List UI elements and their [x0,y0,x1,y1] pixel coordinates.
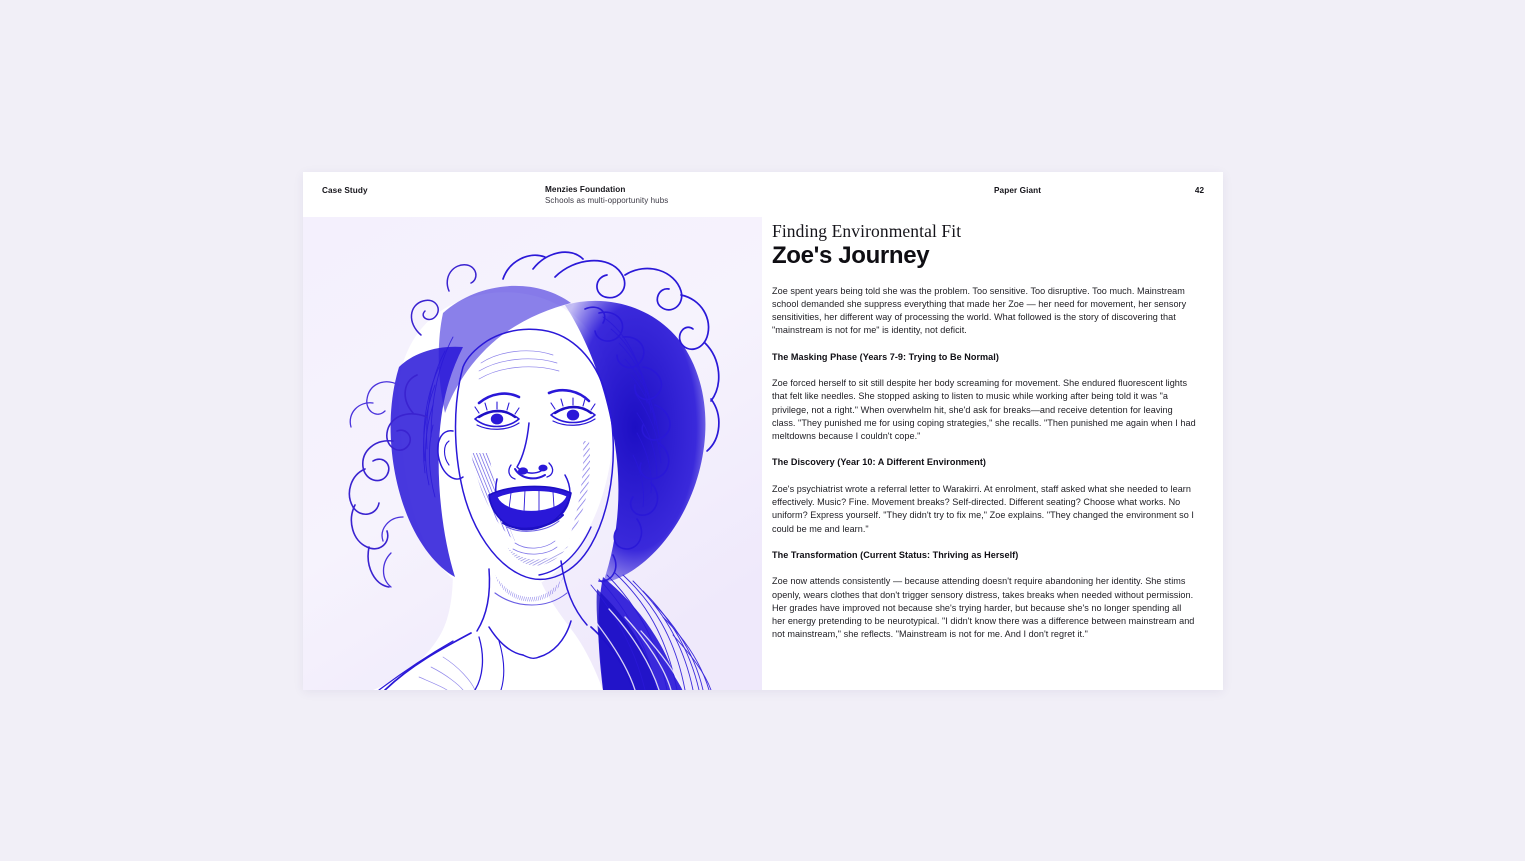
section-body-discovery: Zoe's psychiatrist wrote a referral letter to Warakirri. At enrolment, staff asked what she needed to learn effectively. Music? Fine. Movement breaks? Self-directed. Different seating? Choose what works. No uniform? Express yourself. "They didn't try to fix me," Zoe explains. "They changed the environment so I could be me and learn." [772,483,1194,534]
intro-paragraph: Zoe spent years being told she was the problem. Too sensitive. Too disruptive. Too much. Mainstream school demanded she suppress everything that made her Zoe — her need for movement, her sensory sensitivities, her different way of processing the world. What followed is the story of discovering that "mainstream is not for me" is identity, not deficit. [772,285,1187,336]
portrait-illustration [303,217,762,690]
section-heading-discovery: The Discovery (Year 10: A Different Environment) [772,457,986,468]
page-number: 42 [1194,186,1204,195]
page-spread [303,217,1223,690]
section-heading-masking-phase: The Masking Phase (Years 7-9: Trying to Be Normal) [772,351,999,362]
article-text-column [762,217,1223,690]
article-eyebrow: Finding Environmental Fit [772,221,962,241]
section-body-masking-phase: Zoe forced herself to sit still despite her body screaming for movement. She endured fluorescent lights that felt like needles. She stopped asking to listen to music while working after being told it was "a privilege, not a right." When overwhelm hit, she'd ask for breaks—and receive detention for leaving class. "They punished me for using coping strategies," she recalls. "Then punished me again when I had meltdowns because I couldn't cope." [772,378,1196,442]
running-head-organisation [545,185,668,206]
publisher-name: Paper Giant [994,186,1042,195]
page-title: Zoe's Journey [772,242,930,270]
running-head [303,172,1223,217]
section-body-transformation: Zoe now attends consistently — because attending doesn't require abandoning her identity. She stims openly, wears clothes that don't trigger sensory distress, takes breaks when needed without permission. Her grades have improved not because she's trying harder, but because she's no longer spending all her energy pretending to be neurotypical. "I didn't know there was a difference between mainstream and not mainstream," she reflects. "Mainstream is not for me. And I don't regret it." [772,576,1195,640]
portrait-illustration-svg [303,217,762,690]
section-heading-transformation: The Transformation (Current Status: Thriving as Herself) [772,549,1019,560]
running-head-section-label: Case Study [322,186,368,195]
organisation-name: Menzies Foundation [545,185,626,194]
document-page [303,172,1223,690]
organisation-subtitle: Schools as multi-opportunity hubs [545,196,669,206]
